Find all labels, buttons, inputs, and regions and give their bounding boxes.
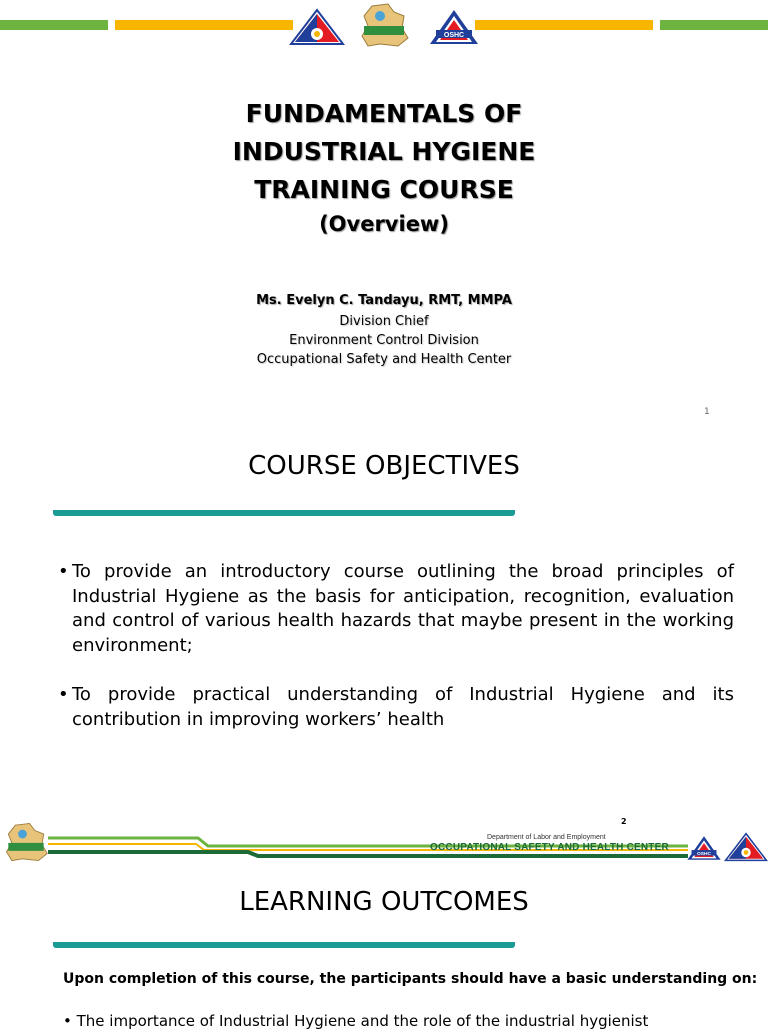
section-heading: COURSE OBJECTIVES [248, 451, 520, 481]
title-line-1: FUNDAMENTALS OF [245, 99, 523, 128]
footer-department: Department of Labor and Employment [487, 834, 606, 841]
bfar-map-logo-icon [3, 820, 49, 864]
dole-logo-icon [724, 830, 768, 864]
learning-outcome-text: The importance of Industrial Hygiene and the role of the industrial hygienist [76, 1012, 649, 1030]
svg-text:OSHC: OSHC [697, 851, 711, 857]
section-heading: LEARNING OUTCOMES [239, 887, 529, 917]
course-subtitle: (Overview) [319, 212, 449, 236]
author-name: Ms. Evelyn C. Tandayu, RMT, MMPA [256, 293, 512, 308]
author-division: Environment Control Division [289, 333, 479, 348]
page-number: 2 [621, 817, 627, 826]
heading-underline [53, 942, 515, 948]
author-info [0, 312, 768, 369]
author-office: Occupational Safety and Health Center [256, 352, 512, 367]
header-bar-yellow-left [115, 20, 293, 30]
page-number: 1 [704, 407, 710, 417]
bullet-icon: • [63, 1012, 77, 1030]
bfar-map-logo-icon [358, 2, 410, 48]
footer-center-name: OCCUPATIONAL SAFETY AND HEALTH CENTER [430, 842, 669, 853]
author-position: Division Chief [339, 314, 429, 329]
svg-text:OSHC: OSHC [443, 32, 465, 39]
course-title [0, 95, 768, 209]
oshc-logo-icon [686, 834, 722, 862]
title-line-3: TRAINING COURSE [254, 175, 514, 204]
title-line-2: INDUSTRIAL HYGIENE [232, 137, 536, 166]
header-bar-yellow-right [475, 20, 653, 30]
heading-underline [53, 510, 515, 516]
header-bar-green-left [0, 20, 108, 30]
list-item: • To provide practical understanding of Industrial Hygiene and its contribution in improving workers’ health [58, 683, 734, 732]
learning-intro: Upon completion of this course, the participants should have a basic understanding on: [63, 971, 758, 987]
dole-logo-icon [289, 8, 345, 46]
list-item: • To provide an introductory course outlining the broad principles of Industrial Hygiene as the basis for anticipation, recognition, evaluation and control of various health hazards that maybe present in the working environment; [58, 560, 734, 658]
oshc-logo-icon [428, 8, 480, 46]
objectives-list [58, 560, 734, 757]
list-item [63, 1012, 648, 1030]
header-bar-green-right [660, 20, 768, 30]
